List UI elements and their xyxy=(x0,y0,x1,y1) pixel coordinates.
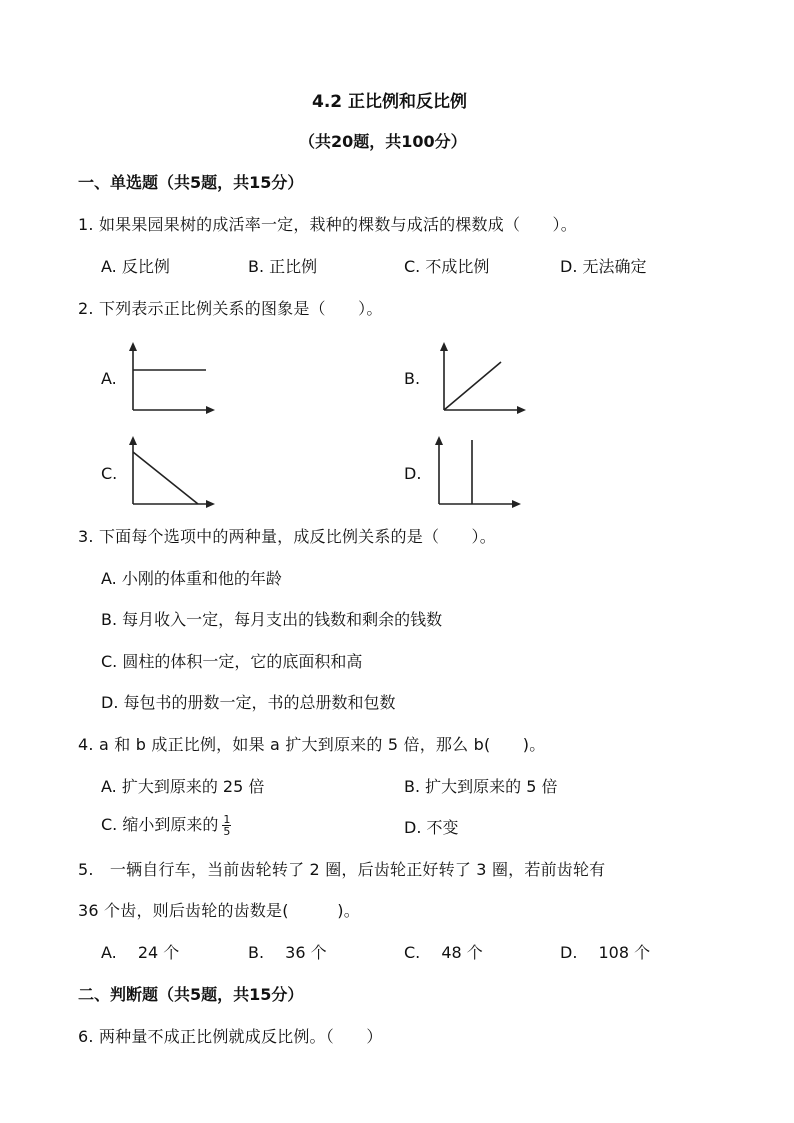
question-5-text-line-2: 36 个齿，则后齿轮的齿数是( )。 xyxy=(78,901,360,920)
graph-c-line xyxy=(133,452,198,504)
fraction-one-fifth xyxy=(222,814,231,837)
graph-d-y-arrow xyxy=(435,436,443,445)
question-4-text: 4. a 和 b 成正比例，如果 a 扩大到原来的 5 倍，那么 b( )。 xyxy=(78,735,546,754)
question-2-option-b-label[interactable]: B. xyxy=(404,369,421,388)
question-5-option-a[interactable]: A. 24 个 xyxy=(101,943,180,962)
question-1-option-a[interactable]: A. 反比例 xyxy=(101,257,170,276)
graph-c-decreasing-line[interactable] xyxy=(126,434,221,512)
question-5-option-d[interactable]: D. 108 个 xyxy=(560,943,651,962)
graph-d-vertical-line[interactable] xyxy=(432,434,527,512)
page-subtitle: （共20题，共100分） xyxy=(299,132,467,151)
question-2-option-a-label[interactable]: A. xyxy=(101,369,117,388)
question-5-option-b[interactable]: B. 36 个 xyxy=(248,943,327,962)
question-3-option-b[interactable]: B. 每月收入一定，每月支出的钱数和剩余的钱数 xyxy=(101,610,443,629)
graph-a-x-arrow xyxy=(206,406,215,414)
question-3-option-c[interactable]: C. 圆柱的体积一定，它的底面积和高 xyxy=(101,652,363,671)
graph-b-line xyxy=(444,362,501,410)
question-6-text: 6. 两种量不成正比例就成反比例。（ ） xyxy=(78,1027,383,1046)
graph-b-x-arrow xyxy=(517,406,526,414)
question-1-option-b[interactable]: B. 正比例 xyxy=(248,257,318,276)
question-4-option-d[interactable]: D. 不变 xyxy=(404,818,459,837)
graph-a-horizontal-line[interactable] xyxy=(126,340,221,418)
question-3-option-a[interactable]: A. 小刚的体重和他的年龄 xyxy=(101,569,282,588)
question-3-text: 3. 下面每个选项中的两种量，成反比例关系的是（ ）。 xyxy=(78,527,496,546)
graph-a-y-arrow xyxy=(129,342,137,351)
question-4-option-b[interactable]: B. 扩大到原来的 5 倍 xyxy=(404,777,558,796)
question-1-option-c[interactable]: C. 不成比例 xyxy=(404,257,490,276)
question-2-option-d-label[interactable]: D. xyxy=(404,464,422,483)
question-2-text: 2. 下列表示正比例关系的图象是（ ）。 xyxy=(78,299,383,318)
fraction-denominator: 5 xyxy=(223,825,231,838)
question-1-text: 1. 如果果园果树的成活率一定，栽种的棵数与成活的棵数成（ ）。 xyxy=(78,215,577,234)
graph-c-x-arrow xyxy=(206,500,215,508)
question-4-option-a[interactable]: A. 扩大到原来的 25 倍 xyxy=(101,777,265,796)
graph-c-y-arrow xyxy=(129,436,137,445)
page-title: 4.2 正比例和反比例 xyxy=(312,92,468,112)
graph-b-y-arrow xyxy=(440,342,448,351)
question-5-text-line-1: 5. 一辆自行车，当前齿轮转了 2 圈，后齿轮正好转了 3 圈，若前齿轮有 xyxy=(78,860,606,879)
section-heading-single-choice: 一、单选题（共5题，共15分） xyxy=(78,173,304,192)
question-5-option-c[interactable]: C. 48 个 xyxy=(404,943,483,962)
question-4-option-c[interactable] xyxy=(101,812,231,837)
question-3-option-d[interactable]: D. 每包书的册数一定，书的总册数和包数 xyxy=(101,693,396,712)
graph-b-proportional-line[interactable] xyxy=(437,340,532,418)
fraction-numerator: 1 xyxy=(223,813,231,826)
question-2-option-c-label[interactable]: C. xyxy=(101,464,118,483)
question-4-option-c-text: C. 缩小到原来的 xyxy=(101,815,219,834)
section-heading-true-false: 二、判断题（共5题，共15分） xyxy=(78,985,304,1004)
graph-d-x-arrow xyxy=(512,500,521,508)
question-1-option-d[interactable]: D. 无法确定 xyxy=(560,257,647,276)
